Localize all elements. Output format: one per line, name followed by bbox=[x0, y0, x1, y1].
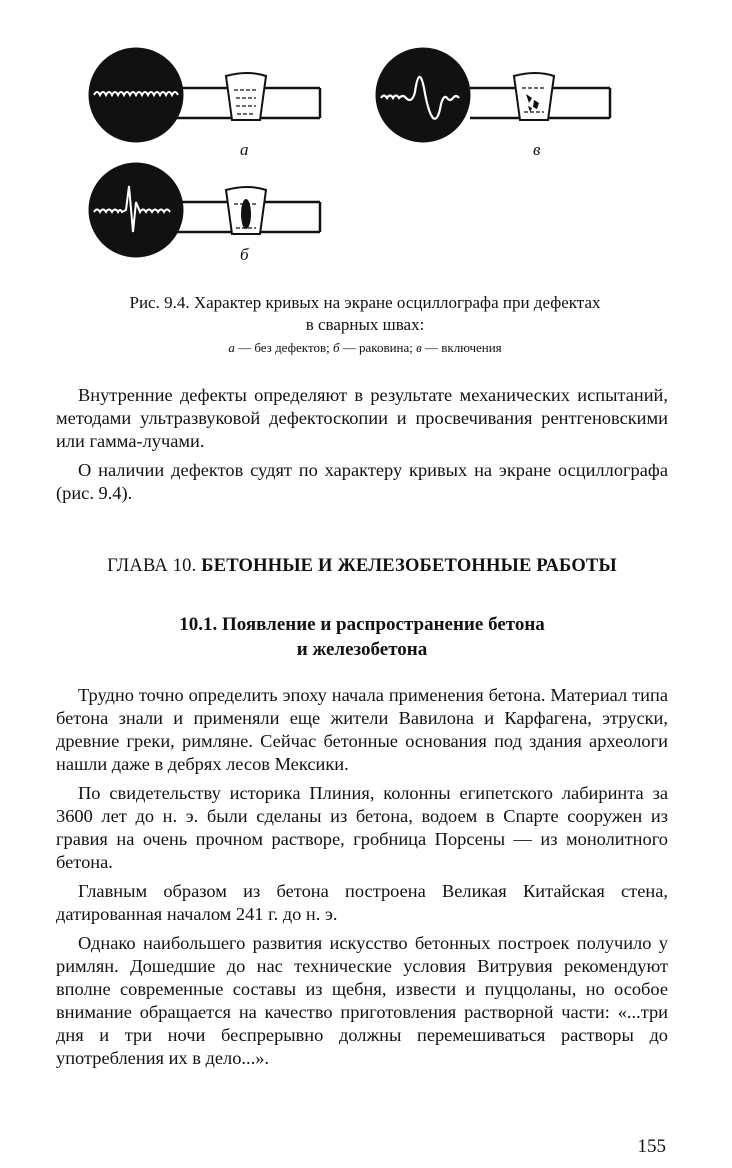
main-text bbox=[56, 684, 668, 1076]
figure-caption bbox=[40, 292, 690, 358]
paragraph: Трудно точно определить эпоху начала применения бетона. Материал типа бетона знали и применяли еще жители Вавилона и Карфагена, этруски, древние греки, римляне. Сейчас бетонные основания под здания археологи нашли даже в дебрях лесов Мексики. bbox=[56, 685, 668, 774]
chapter-heading bbox=[56, 556, 668, 577]
panel-label-b: б bbox=[240, 245, 249, 264]
legend-b-text: — раковина; bbox=[339, 340, 417, 355]
paragraph: По свидетельству историка Плиния, колонны египетского лабиринта за 3600 лет до н. э. были сделаны из бетона, водоем в Спарте сооружен из гравия на очень прочном растворе, гробница Порсены — из монолитного бетона. bbox=[56, 783, 668, 872]
figure-9-4 bbox=[70, 40, 630, 280]
chapter-title: БЕТОННЫЕ И ЖЕЛЕЗОБЕТОННЫЕ РАБОТЫ bbox=[201, 556, 617, 576]
page-number: 155 bbox=[637, 1136, 666, 1157]
chapter-prefix: ГЛАВА 10. bbox=[107, 556, 202, 576]
oscillograph-figure bbox=[70, 40, 630, 280]
panel-b bbox=[90, 164, 320, 256]
intro-text bbox=[56, 384, 668, 511]
legend-a-letter: а bbox=[228, 340, 235, 355]
paragraph: Главным образом из бетона построена Великая Китайская стена, датированная началом 241 г. до н. э. bbox=[56, 881, 668, 924]
weld-seam-a bbox=[226, 73, 266, 120]
legend-v-letter: в bbox=[416, 340, 422, 355]
paragraph: О наличии дефектов судят по характеру кривых на экране осциллографа (рис. 9.4). bbox=[56, 460, 668, 503]
legend-b-letter: б bbox=[332, 340, 340, 355]
section-heading bbox=[56, 612, 668, 662]
panel-v bbox=[377, 49, 610, 141]
legend-v-text: — включения bbox=[421, 340, 502, 355]
paragraph: Однако наибольшего развития искусство бетонных построек получило у римлян. Дошедшие до нас технические условия Витрувия рекомендуют вполне современные составы из щебня, извести и пуццоланы, но особое внимание обращается на качество приготовления растворной части: «...три дня и три ночи беспрерывно должны перемешиваться растворы до употребления их в дело...». bbox=[56, 933, 668, 1068]
weld-seam-v bbox=[514, 73, 554, 120]
section-title-line-2: и железобетона bbox=[296, 639, 428, 660]
panel-a bbox=[90, 49, 320, 141]
caption-title-2: в сварных швах: bbox=[305, 315, 425, 334]
section-title-line-1: 10.1. Появление и распространение бетона bbox=[179, 614, 545, 635]
panel-label-a: а bbox=[240, 140, 249, 159]
caption-legend bbox=[40, 338, 690, 358]
panel-label-v: в bbox=[533, 140, 541, 159]
legend-a-text: — без дефектов; bbox=[234, 340, 333, 355]
cavity-defect bbox=[241, 199, 251, 229]
paragraph: Внутренние дефекты определяют в результате механических испытаний, методами ультразвуковой дефектоскопии и просвечивания рентгеновскими или гамма-лучами. bbox=[56, 385, 668, 451]
caption-title: Рис. 9.4. Характер кривых на экране осциллографа при дефектах bbox=[129, 293, 601, 312]
